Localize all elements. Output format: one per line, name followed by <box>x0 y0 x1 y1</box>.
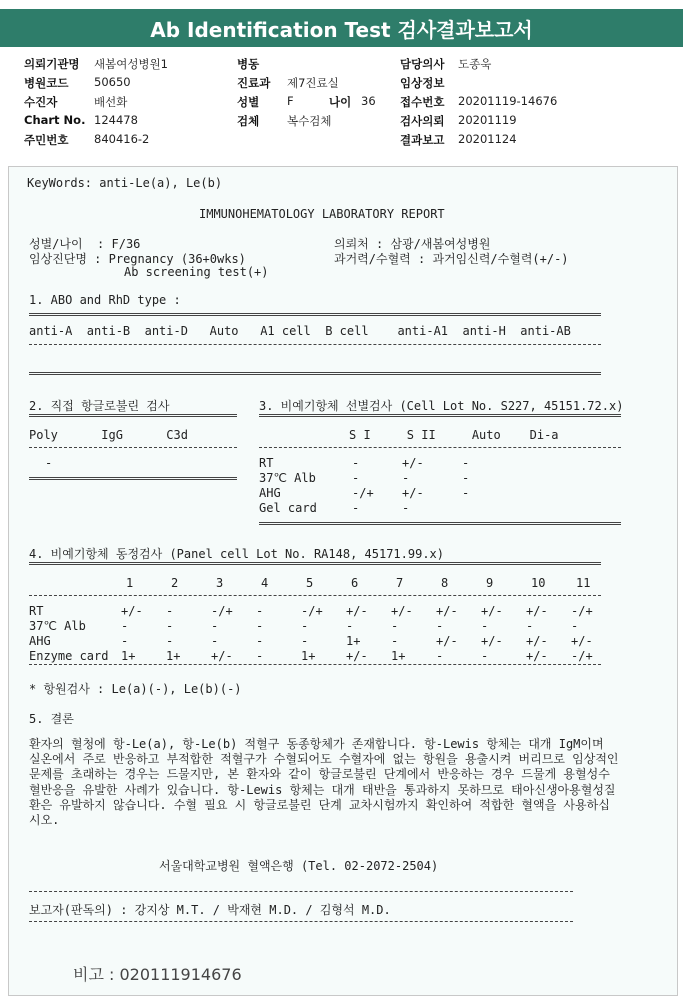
panel-row-label: AHG <box>29 634 51 648</box>
info-value: 124478 <box>94 113 138 127</box>
panel-cell: +/- <box>571 634 593 648</box>
panel-cell: - <box>211 619 219 633</box>
info-value: 새봄여성병원1 <box>94 57 168 71</box>
rule <box>29 414 237 417</box>
screen-cell: - <box>462 486 470 500</box>
info-row <box>24 56 168 74</box>
info-label: 의뢰기관명 <box>24 57 80 71</box>
abo-headers: anti-A anti-B anti-D Auto A1 cell B cell anti-A1 anti-H anti-AB <box>29 324 571 338</box>
sex-age: 성별/나이 : F/36 <box>29 237 141 251</box>
panel-cell: -/+ <box>211 604 233 618</box>
info-value: 50650 <box>94 75 131 89</box>
screen-cell: +/- <box>402 456 424 470</box>
info-value: 도종욱 <box>458 57 492 71</box>
info-value: 복수검체 <box>287 114 332 128</box>
info-row <box>24 113 138 131</box>
panel-cell: +/- <box>211 649 233 663</box>
panel-cell: - <box>166 634 174 648</box>
panel-cell: +/- <box>391 604 413 618</box>
clinical-diagnosis-2: Ab screening test(+) <box>124 265 269 279</box>
info-label: 수진자 <box>24 95 58 109</box>
antigen-test: * 항원검사 : Le(a)(-), Le(b)(-) <box>29 682 242 696</box>
panel-cell: 1+ <box>166 649 181 663</box>
panel-cell: -/+ <box>301 604 323 618</box>
screen-cell: - <box>402 471 410 485</box>
info-label: 담당의사 <box>400 57 445 71</box>
panel-col-header: 2 <box>171 576 179 590</box>
age-value: 36 <box>361 94 376 108</box>
panel-cell: - <box>526 619 534 633</box>
info-row <box>24 75 131 93</box>
info-label: 임상정보 <box>400 76 445 90</box>
panel-title: 4. 비예기항체 동정검사 (Panel cell Lot No. RA148, 45171.99.x) <box>29 547 444 561</box>
age-label: 나이 <box>329 95 352 109</box>
panel-cell: +/- <box>526 649 548 663</box>
lab-contact: 서울대학교병원 혈액은행 (Tel. 02-2072-2504) <box>159 859 439 873</box>
info-row <box>237 56 287 74</box>
screen-row-label: 37℃ Alb <box>259 471 316 485</box>
info-label: Chart No. <box>24 113 86 127</box>
dat-value: - <box>45 456 53 470</box>
panel-row-label: Enzyme card <box>29 649 109 663</box>
info-value: 840416-2 <box>94 132 150 146</box>
info-label: 접수번호 <box>400 95 445 109</box>
panel-cell: - <box>211 634 219 648</box>
info-label: 주민번호 <box>24 133 69 147</box>
info-row <box>400 113 517 131</box>
panel-col-header: 3 <box>216 576 224 590</box>
rule <box>259 414 621 417</box>
info-row <box>237 94 376 112</box>
rule <box>29 595 601 596</box>
panel-col-header: 1 <box>126 576 134 590</box>
remark: 비고 : 020111914676 <box>73 965 242 984</box>
rule <box>259 522 621 525</box>
info-label: 성별 <box>237 95 260 109</box>
info-row <box>400 94 557 112</box>
panel-cell: +/- <box>526 634 548 648</box>
screen-cell: - <box>402 501 410 515</box>
panel-cell: +/- <box>121 604 143 618</box>
screen-cell: -/+ <box>352 486 374 500</box>
info-label: 검사의뢰 <box>400 114 445 128</box>
conclusion-title: 5. 결론 <box>29 712 74 726</box>
panel-cell: +/- <box>436 634 458 648</box>
rule <box>29 313 601 316</box>
rule <box>259 447 621 448</box>
info-label: 병원코드 <box>24 76 69 90</box>
screen-cell: - <box>352 456 360 470</box>
panel-cell: 1+ <box>301 649 316 663</box>
panel-cell: -/+ <box>571 649 593 663</box>
panel-cell: - <box>436 649 444 663</box>
info-row <box>400 56 491 74</box>
requester: 의뢰처 : 삼광/새봄여성병원 <box>334 237 491 251</box>
info-row <box>400 132 517 150</box>
panel-col-header: 10 <box>531 576 546 590</box>
rule <box>29 344 601 345</box>
rule <box>29 891 573 892</box>
screen-row-label: RT <box>259 456 274 470</box>
panel-cell: - <box>436 619 444 633</box>
screen-cell: - <box>352 501 360 515</box>
rule <box>29 477 237 480</box>
panel-cell: - <box>256 634 264 648</box>
panel-cell: +/- <box>346 604 368 618</box>
screen-title: 3. 비예기항체 선별검사 (Cell Lot No. S227, 45151.72.x) <box>259 399 624 413</box>
info-label: 진료과 <box>237 76 271 90</box>
transfusion-history: 과거력/수혈력 : 과거임신력/수혈력(+/-) <box>334 252 569 266</box>
panel-cell: +/- <box>526 604 548 618</box>
panel-cell: - <box>301 634 309 648</box>
info-value: 20201119-14676 <box>458 94 558 108</box>
info-label: 병동 <box>237 57 260 71</box>
info-row <box>24 94 127 112</box>
reporter: 보고자(판독의) : 강지상 M.T. / 박재현 M.D. / 김형석 M.D. <box>29 903 391 917</box>
screen-headers: S I S II Auto Di-a <box>349 428 559 442</box>
info-row <box>237 113 331 131</box>
rule <box>29 664 601 665</box>
lab-report <box>8 166 678 996</box>
report-heading: IMMUNOHEMATOLOGY LABORATORY REPORT <box>199 207 445 221</box>
panel-cell: - <box>391 634 399 648</box>
panel-col-header: 9 <box>486 576 494 590</box>
info-value: 배선화 <box>94 95 128 109</box>
keywords: KeyWords: anti-Le(a), Le(b) <box>27 176 223 190</box>
info-label: 검체 <box>237 114 260 128</box>
info-value: F <box>287 94 294 108</box>
panel-row-label: RT <box>29 604 44 618</box>
panel-col-header: 7 <box>396 576 404 590</box>
panel-cell: - <box>571 619 579 633</box>
dat-title: 2. 직접 항글로불린 검사 <box>29 399 170 413</box>
clinical-diagnosis: 임상진단명 : Pregnancy (36+0wks) <box>29 252 246 266</box>
panel-cell: 1+ <box>346 634 361 648</box>
panel-cell: - <box>481 619 489 633</box>
panel-cell: 1+ <box>391 649 406 663</box>
panel-cell: - <box>391 619 399 633</box>
panel-cell: - <box>121 634 129 648</box>
screen-row-label: AHG <box>259 486 281 500</box>
report-title: Ab Identification Test 검사결과보고서 <box>0 9 683 47</box>
panel-col-header: 4 <box>261 576 269 590</box>
screen-cell: +/- <box>402 486 424 500</box>
info-label: 결과보고 <box>400 133 445 147</box>
screen-cell: - <box>462 456 470 470</box>
abo-title: 1. ABO and RhD type : <box>29 293 181 307</box>
panel-cell: - <box>256 619 264 633</box>
rule <box>29 372 601 375</box>
panel-cell: -/+ <box>571 604 593 618</box>
info-value: 20201124 <box>458 132 517 146</box>
panel-row-label: 37℃ Alb <box>29 619 86 633</box>
rule <box>29 562 601 565</box>
panel-cell: +/- <box>346 649 368 663</box>
rule <box>29 921 573 922</box>
conclusion-text: 환자의 혈청에 항-Le(a), 항-Le(b) 적혈구 동종항체가 존재합니다. 항-Lewis 항체는 대개 IgM이며 실온에서 주로 반응하고 부적합한 적혈구가 수혈되어도 수혈자에 없는 항원을 용출시켜 버리므로 임상적인 문제를 초래하는 경우는 드물지만, 본 환자와 같이 항글로불린 단계에서 반응하는 경우 드물게 용혈성수혈반응을 유발한 사례가 있습니다. 항-Lewis 항체는 대개 태반을 통과하지 못하므로 태아신생아용혈성질환은 유발하지 않습니다. 수혈 필요 시 항글로불린 단계 교차시험까지 확인하여 적합한 혈액을 사용하십시오. <box>29 737 619 828</box>
rule <box>29 447 237 448</box>
panel-cell: - <box>346 619 354 633</box>
panel-cell: - <box>166 604 174 618</box>
panel-col-header: 8 <box>441 576 449 590</box>
panel-cell: - <box>256 649 264 663</box>
panel-cell: +/- <box>481 604 503 618</box>
info-value: 제7진료실 <box>287 76 339 90</box>
info-value: 20201119 <box>458 113 517 127</box>
info-row <box>24 132 149 150</box>
panel-cell: - <box>301 619 309 633</box>
panel-cell: - <box>166 619 174 633</box>
panel-col-header: 11 <box>576 576 591 590</box>
panel-col-header: 6 <box>351 576 359 590</box>
screen-cell: - <box>352 471 360 485</box>
panel-cell: 1+ <box>121 649 136 663</box>
panel-cell: +/- <box>436 604 458 618</box>
panel-col-header: 5 <box>306 576 314 590</box>
screen-row-label: Gel card <box>259 501 317 515</box>
panel-cell: - <box>481 649 489 663</box>
panel-cell: - <box>256 604 264 618</box>
dat-headers: Poly IgG C3d <box>29 428 188 442</box>
info-row <box>400 75 458 93</box>
panel-cell: - <box>121 619 129 633</box>
panel-cell: +/- <box>481 634 503 648</box>
info-row <box>237 75 339 93</box>
screen-cell: - <box>462 471 470 485</box>
